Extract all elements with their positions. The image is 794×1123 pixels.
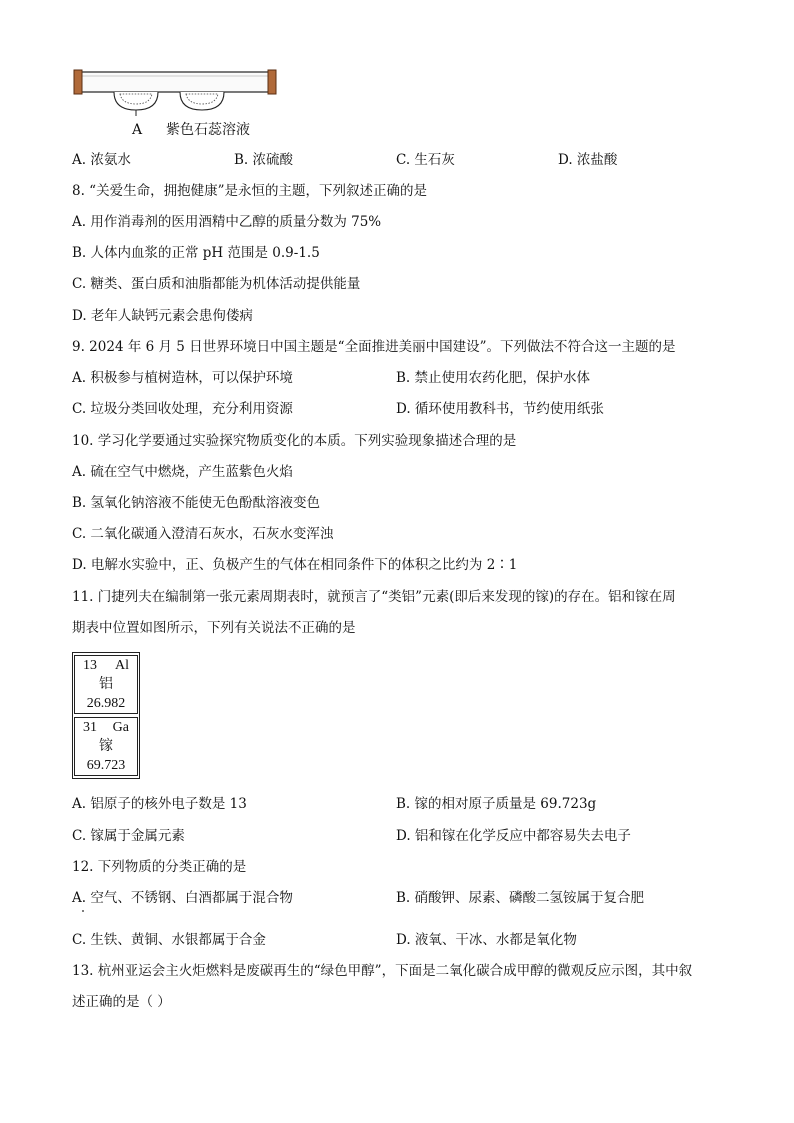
q12-option-c: C. 生铁、黄铜、水银都属于合金 [72, 932, 266, 948]
q11-option-c: C. 镓属于金属元素 [72, 828, 185, 844]
q11-stem-line1: 11. 门捷列夫在编制第一张元素周期表时，就预言了“类铝”元素(即后来发现的镓)的存在。铝和镓在周 [72, 589, 676, 605]
q7-option-d: D. 浓盐酸 [558, 152, 618, 168]
ga-atomic-number: 31 [83, 720, 97, 735]
q11-option-a: A. 铝原子的核外电子数是 13 [72, 796, 247, 812]
al-atomic-mass: 26.982 [86, 696, 126, 711]
element-cell-al [74, 655, 138, 714]
q8-stem: 8. “关爱生命，拥抱健康”是永恒的主题，下列叙述正确的是 [72, 183, 427, 199]
q13-stem-line1: 13. 杭州亚运会主火炬燃料是废碳再生的“绿色甲醇”，下面是二氧化碳合成甲醇的微观反应示图，其中叙 [72, 963, 693, 979]
q12-stem: 12. 下列物质的分类正确的是 [72, 859, 247, 875]
q10-stem: 10. 学习化学要通过实验探究物质变化的本质。下列实验现象描述合理的是 [72, 433, 517, 449]
q9-option-b: B. 禁止使用农药化肥，保护水体 [396, 370, 591, 386]
figure-label-solution: 紫色石蕊溶液 [166, 122, 250, 138]
q12-option-d: D. 液氧、干冰、水都是氧化物 [396, 932, 577, 948]
q10-option-d: D. 电解水实验中，正、负极产生的气体在相同条件下的体积之比约为 2∶1 [72, 557, 518, 573]
q8-option-d: D. 老年人缺钙元素会患佝偻病 [72, 308, 253, 324]
q9-option-a: A. 积极参与植树造林，可以保护环境 [72, 370, 293, 386]
q12-option-a: A. 空气、不锈钢、白酒都属于混合物 [72, 890, 293, 906]
q9-stem: 9. 2024 年 6 月 5 日世界环境日中国主题是“全面推进美丽中国建设”。下列做法不符合这一主题的是 [72, 339, 676, 355]
q12-option-b: B. 硝酸钾、尿素、磷酸二氢铵属于复合肥 [396, 890, 645, 906]
q8-option-a: A. 用作消毒剂的医用酒精中乙醇的质量分数为 75% [72, 214, 382, 230]
q7-option-c: C. 生石灰 [396, 152, 455, 168]
figure-label-a: A [132, 122, 143, 138]
element-cell-ga [74, 717, 138, 776]
q10-option-b: B. 氢氧化钠溶液不能使无色酚酞溶液变色 [72, 495, 321, 511]
ga-name: 镓 [99, 739, 113, 754]
q10-option-a: A. 硫在空气中燃烧，产生蓝紫色火焰 [72, 464, 293, 480]
q8-option-c: C. 糖类、蛋白质和油脂都能为机体活动提供能量 [72, 276, 361, 292]
q11-stem-line2: 期表中位置如图所示，下列有关说法不正确的是 [72, 620, 356, 636]
q11-option-d: D. 铝和镓在化学反应中都容易失去电子 [396, 828, 631, 844]
q8-option-b: B. 人体内血浆的正常 pH 范围是 0.9-1.5 [72, 245, 320, 261]
stray-dot [82, 910, 84, 912]
q9-option-d: D. 循环使用教科书，节约使用纸张 [396, 401, 604, 417]
al-atomic-number: 13 [83, 658, 97, 673]
q11-option-b: B. 镓的相对原子质量是 69.723g [396, 796, 597, 812]
ga-atomic-mass: 69.723 [86, 758, 126, 773]
glass-tube-figure [72, 66, 282, 116]
q9-option-c: C. 垃圾分类回收处理，充分利用资源 [72, 401, 293, 417]
al-name: 铝 [99, 677, 113, 692]
q7-option-b: B. 浓硫酸 [234, 152, 294, 168]
ga-symbol: Ga [112, 720, 129, 735]
al-symbol: Al [115, 658, 129, 673]
q10-option-c: C. 二氧化碳通入澄清石灰水，石灰水变浑浊 [72, 526, 334, 542]
q13-stem-line2: 述正确的是（ ） [72, 994, 171, 1010]
q7-option-a: A. 浓氨水 [72, 152, 131, 168]
